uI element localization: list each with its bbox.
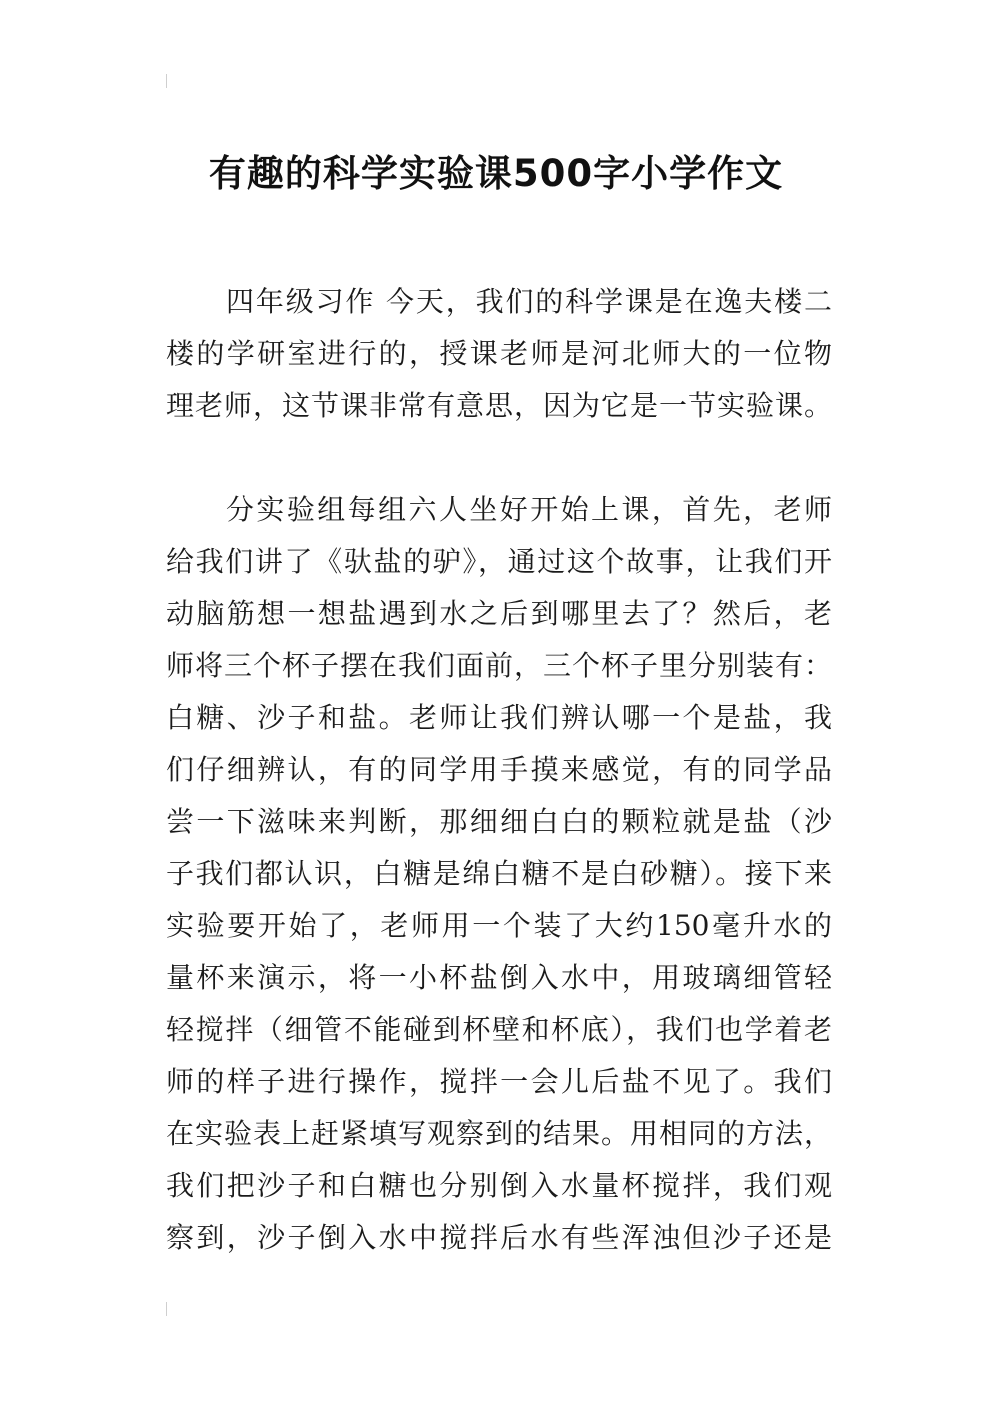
- paragraph-line: 白糖、沙子和盐。老师让我们辨认哪一个是盐，我: [166, 701, 832, 734]
- paragraph-line: 师将三个杯子摆在我们面前，三个杯子里分别装有：: [166, 649, 832, 682]
- paragraph-line: 给我们讲了《驮盐的驴》，通过这个故事，让我们开: [166, 545, 832, 578]
- paragraph-line: 子我们都认识，白糖是绵白糖不是白砂糖）。接下来: [166, 857, 832, 890]
- paragraph-line: 师的样子进行操作，搅拌一会儿后盐不见了。我们: [166, 1065, 832, 1098]
- paragraph-line: 在实验表上赶紧填写观察到的结果。用相同的方法，: [166, 1117, 832, 1150]
- paragraph-2: [166, 484, 832, 1264]
- paragraph-line: 四年级习作 今天，我们的科学课是在逸夫楼二: [226, 285, 832, 318]
- paragraph-line: 轻搅拌（细管不能碰到杯壁和杯底），我们也学着老: [166, 1013, 832, 1046]
- paragraph-line: 分实验组每组六人坐好开始上课，首先，老师: [226, 493, 832, 526]
- paragraph-line: 楼的学研室进行的，授课老师是河北师大的一位物: [166, 337, 832, 370]
- paragraph-line: 们仔细辨认，有的同学用手摸来感觉，有的同学品: [166, 753, 832, 786]
- page-corner-mark-top: [166, 74, 167, 88]
- paragraph-line: 动脑筋想一想盐遇到水之后到哪里去了？然后，老: [166, 597, 832, 630]
- paragraph-line: 理老师，这节课非常有意思，因为它是一节实验课。: [166, 389, 832, 422]
- paragraph-line: 我们把沙子和白糖也分别倒入水量杯搅拌，我们观: [166, 1169, 832, 1202]
- paragraph-line: 量杯来演示，将一小杯盐倒入水中，用玻璃细管轻: [166, 961, 832, 994]
- paragraph-1: [166, 276, 832, 432]
- document-title: 有趣的科学实验课500字小学作文: [208, 151, 784, 195]
- paragraph-line: 察到，沙子倒入水中搅拌后水有些浑浊但沙子还是: [166, 1221, 832, 1254]
- paragraph-line: 实验要开始了，老师用一个装了大约150毫升水的: [166, 909, 832, 942]
- paragraph-line: 尝一下滋味来判断，那细细白白的颗粒就是盐（沙: [166, 805, 832, 838]
- page-corner-mark-bottom: [166, 1302, 167, 1316]
